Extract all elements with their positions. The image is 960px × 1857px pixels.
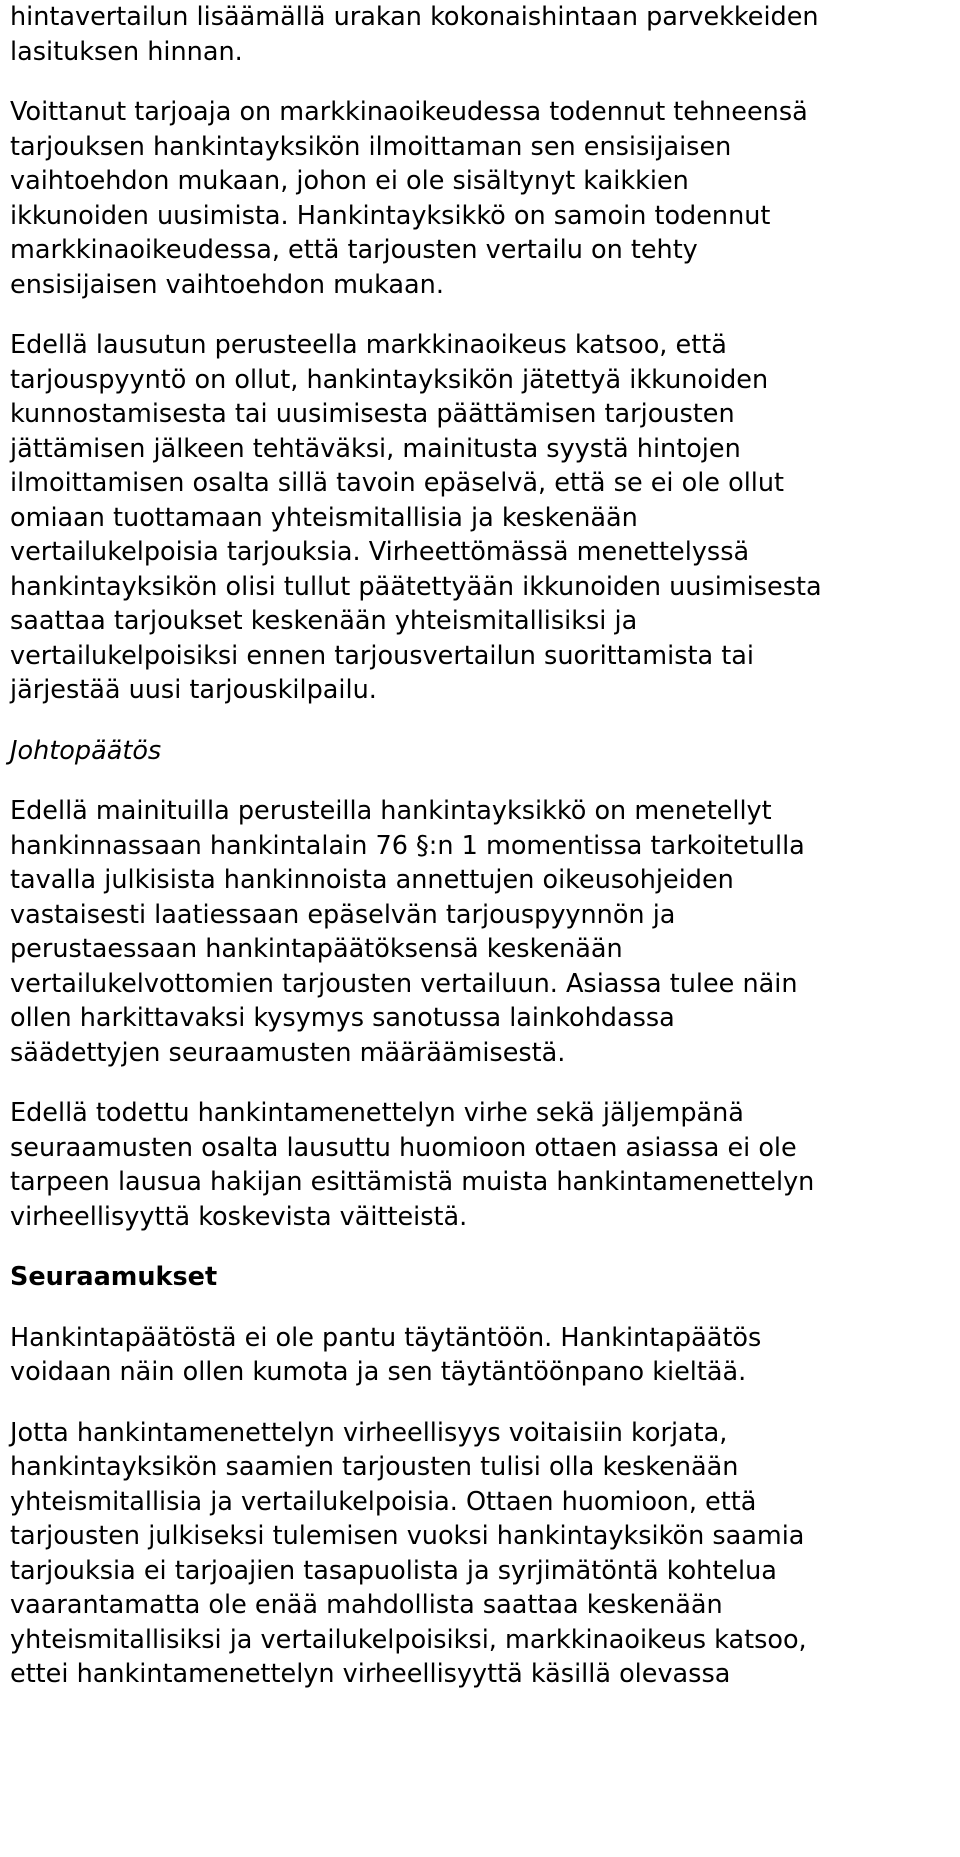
text-line: ettei hankintamenettelyn virheellisyyttä käsillä olevassa <box>10 1659 731 1689</box>
text-line: Jotta hankintamenettelyn virheellisyys voitaisiin korjata, <box>10 1417 728 1448</box>
text-line: vaihtoehdon mukaan, johon ei ole sisältynyt kaikkien <box>10 166 689 196</box>
text-line: voidaan näin ollen kumota ja sen täytäntöönpano kieltää. <box>10 1357 747 1387</box>
text-line: vertailukelpoisiksi ennen tarjousvertailun suorittamista tai <box>10 640 754 671</box>
text-line: omiaan tuottamaan yhteismitallisia ja keskenään <box>10 502 638 533</box>
text-line: tarjouspyyntö on ollut, hankintayksikön jätettyä ikkunoiden <box>10 364 769 395</box>
heading-text: Seuraamukset <box>10 1262 218 1292</box>
text-line: yhteismitallisiksi ja vertailukelpoisiksi, markkinaoikeus katsoo, <box>10 1624 807 1655</box>
text-line: saattaa tarjoukset keskenään yhteismitallisiksi ja <box>10 606 638 636</box>
text-line: vertailukelvottomien tarjousten vertailuun. Asiassa tulee näin <box>10 968 798 999</box>
heading-text: Johtopäätös <box>10 735 162 766</box>
text-line: tarjouksen hankintayksikön ilmoittaman sen ensisijaisen <box>10 131 732 162</box>
text-line: säädettyjen seuraamusten määräämisestä. <box>10 1037 566 1068</box>
text-line: virheellisyyttä koskevista väitteistä. <box>10 1201 468 1232</box>
text-line: Hankintapäätöstä ei ole pantu täytäntöön. Hankintapäätös <box>10 1322 762 1353</box>
text-line: Voittanut tarjoaja on markkinaoikeudessa todennut tehneensä <box>10 97 808 127</box>
text-line: vaarantamatta ole enää mahdollista saattaa keskenään <box>10 1590 723 1620</box>
text-line: tarjousten julkiseksi tulemisen vuoksi hankintayksikön saamia <box>10 1521 805 1551</box>
text-line: tarpeen lausua hakijan esittämistä muista hankintamenettelyn <box>10 1167 815 1197</box>
text-line: hankintayksikön olisi tullut päätettyään ikkunoiden uusimisesta <box>10 571 822 602</box>
text-line: Edellä lausutun perusteella markkinaoikeus katsoo, että <box>10 330 727 360</box>
text-line: hintavertailun lisäämällä urakan kokonaishintaan parvekkeiden <box>10 2 819 32</box>
text-line: järjestää uusi tarjouskilpailu. <box>10 675 377 705</box>
text-line: Edellä mainituilla perusteilla hankintayksikkö on menetellyt <box>10 796 772 826</box>
text-line: yhteismitallisia ja vertailukelpoisia. Ottaen huomioon, että <box>10 1486 757 1517</box>
text-line: vastaisesti laatiessaan epäselvän tarjouspyynnön ja <box>10 899 676 930</box>
text-line: tarjouksia ei tarjoajien tasapuolista ja syrjimätöntä kohtelua <box>10 1555 777 1586</box>
text-line: tavalla julkisista hankinnoista annettujen oikeusohjeiden <box>10 865 734 895</box>
text-line: Edellä todettu hankintamenettelyn virhe sekä jäljempänä <box>10 1098 744 1128</box>
text-line: ikkunoiden uusimista. Hankintayksikkö on samoin todennut <box>10 200 771 231</box>
text-line: jättämisen jälkeen tehtäväksi, mainitusta syystä hintojen <box>10 433 741 464</box>
text-line: ensisijaisen vaihtoehdon mukaan. <box>10 269 444 300</box>
text-line: hankinnassaan hankintalain 76 §:n 1 momentissa tarkoitetulla <box>10 830 805 861</box>
text-line: kunnostamisesta tai uusimisesta päättämisen tarjousten <box>10 399 735 429</box>
text-line: hankintayksikön saamien tarjousten tulisi olla keskenään <box>10 1452 739 1482</box>
text-line: markkinaoikeudessa, että tarjousten vertailu on tehty <box>10 235 698 265</box>
text-line: lasituksen hinnan. <box>10 36 243 67</box>
text-line: ollen harkittavaksi kysymys sanotussa lainkohdassa <box>10 1003 675 1033</box>
text-line: perustaessaan hankintapäätöksensä keskenään <box>10 934 623 964</box>
text-line: ilmoittamisen osalta sillä tavoin epäselvä, että se ei ole ollut <box>10 468 785 498</box>
text-line: vertailukelpoisia tarjouksia. Virheettömässä menettelyssä <box>10 537 750 567</box>
text-line: seuraamusten osalta lausuttu huomioon ottaen asiassa ei ole <box>10 1132 797 1163</box>
